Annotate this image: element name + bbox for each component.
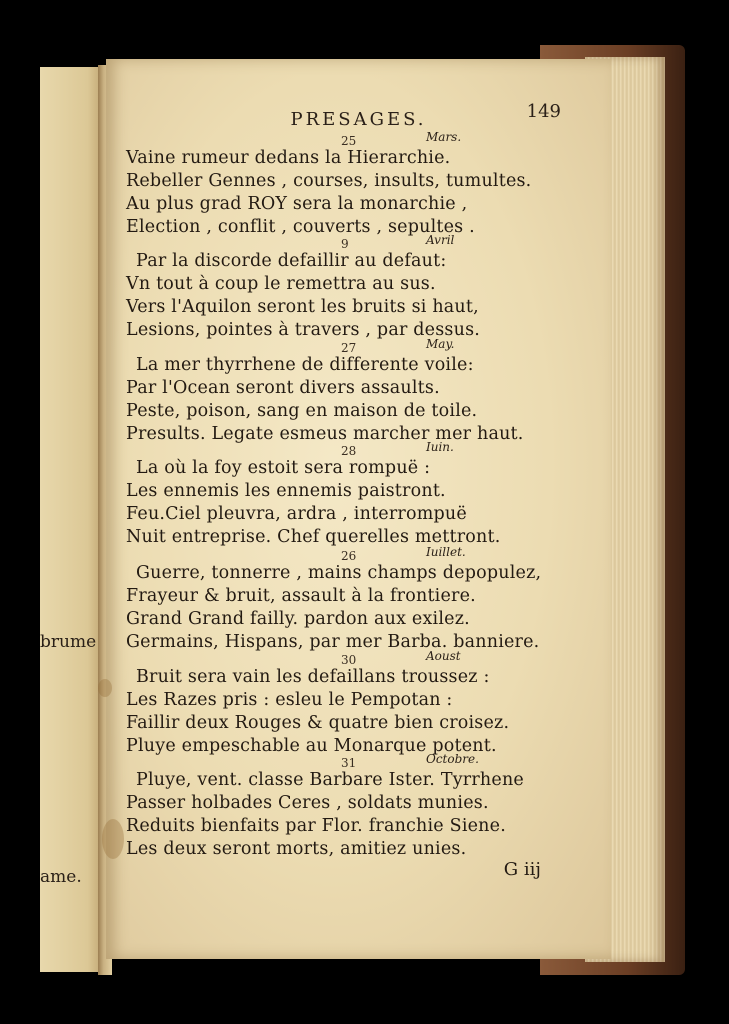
verse-line: Faillir deux Rouges & quatre bien croisez.	[126, 713, 510, 733]
verse-line: Reduits bienfaits par Flor. franchie Siene.	[126, 816, 506, 836]
stanza-number: 30	[341, 653, 357, 667]
stanza-number: 28	[341, 444, 357, 458]
left-page-word: ame.	[40, 867, 82, 887]
stanza-month-note: Mars.	[426, 130, 462, 144]
verse-line: Par l'Ocean seront divers assaults.	[126, 378, 440, 398]
verse-line: Passer holbades Ceres , soldats munies.	[126, 793, 489, 813]
verse-line: Les ennemis les ennemis paistront.	[126, 481, 446, 501]
verse-line: Frayeur & bruit, assault à la frontiere.	[126, 586, 476, 606]
verse-line: Peste, poison, sang en maison de toile.	[126, 401, 478, 421]
verse-line: Guerre, tonnerre , mains champs depopulez,	[136, 563, 542, 583]
verse-line: Vers l'Aquilon seront les bruits si haut,	[126, 297, 479, 317]
verse-line: Nuit entreprise. Chef querelles mettront.	[126, 527, 501, 547]
verse-line: Feu.Ciel pleuvra, ardra , interrompuë	[126, 504, 467, 524]
left-page-word: brume	[40, 632, 97, 652]
verse-line: Grand Grand failly. pardon aux exilez.	[126, 609, 470, 629]
stanza-number: 31	[341, 756, 357, 770]
verse-line: Presults. Legate esmeus marcher mer haut.	[126, 424, 524, 444]
stanza-number: 26	[341, 549, 357, 563]
verse-line: Vaine rumeur dedans la Hierarchie.	[126, 148, 451, 168]
verse-line: Pluye empeschable au Monarque potent.	[126, 736, 497, 756]
stain	[102, 819, 124, 859]
verse-line: Germains, Hispans, par mer Barba. banniere.	[126, 632, 540, 652]
verse-line: Les Razes pris : esleu le Pempotan :	[126, 690, 453, 710]
stanza-month-note: Iuin.	[426, 440, 454, 454]
verse-line: La mer thyrrhene de differente voile:	[136, 355, 474, 375]
verse-line: La où la foy estoit sera rompuë :	[136, 458, 431, 478]
stanza-number: 9	[341, 237, 349, 251]
stanza-month-note: Avril	[426, 233, 455, 247]
stain	[98, 679, 112, 697]
stanza-month-note: Iuillet.	[426, 545, 466, 559]
right-page	[106, 59, 611, 959]
verse-line: Rebeller Gennes , courses, insults, tumultes.	[126, 171, 532, 191]
verse-line: Les deux seront morts, amitiez unies.	[126, 839, 467, 859]
stanza-month-note: May.	[426, 337, 455, 351]
verse-line: Lesions, pointes à travers , par dessus.	[126, 320, 481, 340]
verse-line: Vn tout à coup le remettra au sus.	[126, 274, 436, 294]
verse-line: Pluye, vent. classe Barbare Ister. Tyrrhene	[136, 770, 524, 790]
page-number: 149	[526, 101, 561, 122]
stanza-number: 25	[341, 134, 357, 148]
verse-line: Bruit sera vain les defaillans troussez :	[136, 667, 490, 687]
open-book	[40, 45, 685, 980]
verse-line: Au plus grad ROY sera la monarchie ,	[126, 194, 468, 214]
verse-line: Par la discorde defaillir au defaut:	[136, 251, 447, 271]
stanza-month-note: Aoust	[426, 649, 461, 663]
page-header: PRESAGES.	[290, 109, 427, 130]
signature-mark: G iij	[503, 859, 541, 880]
verse-line: Election , conflit , couverts , sepultes .	[126, 217, 475, 237]
stanza-month-note: Octobre.	[426, 752, 479, 766]
stanza-number: 27	[341, 341, 357, 355]
